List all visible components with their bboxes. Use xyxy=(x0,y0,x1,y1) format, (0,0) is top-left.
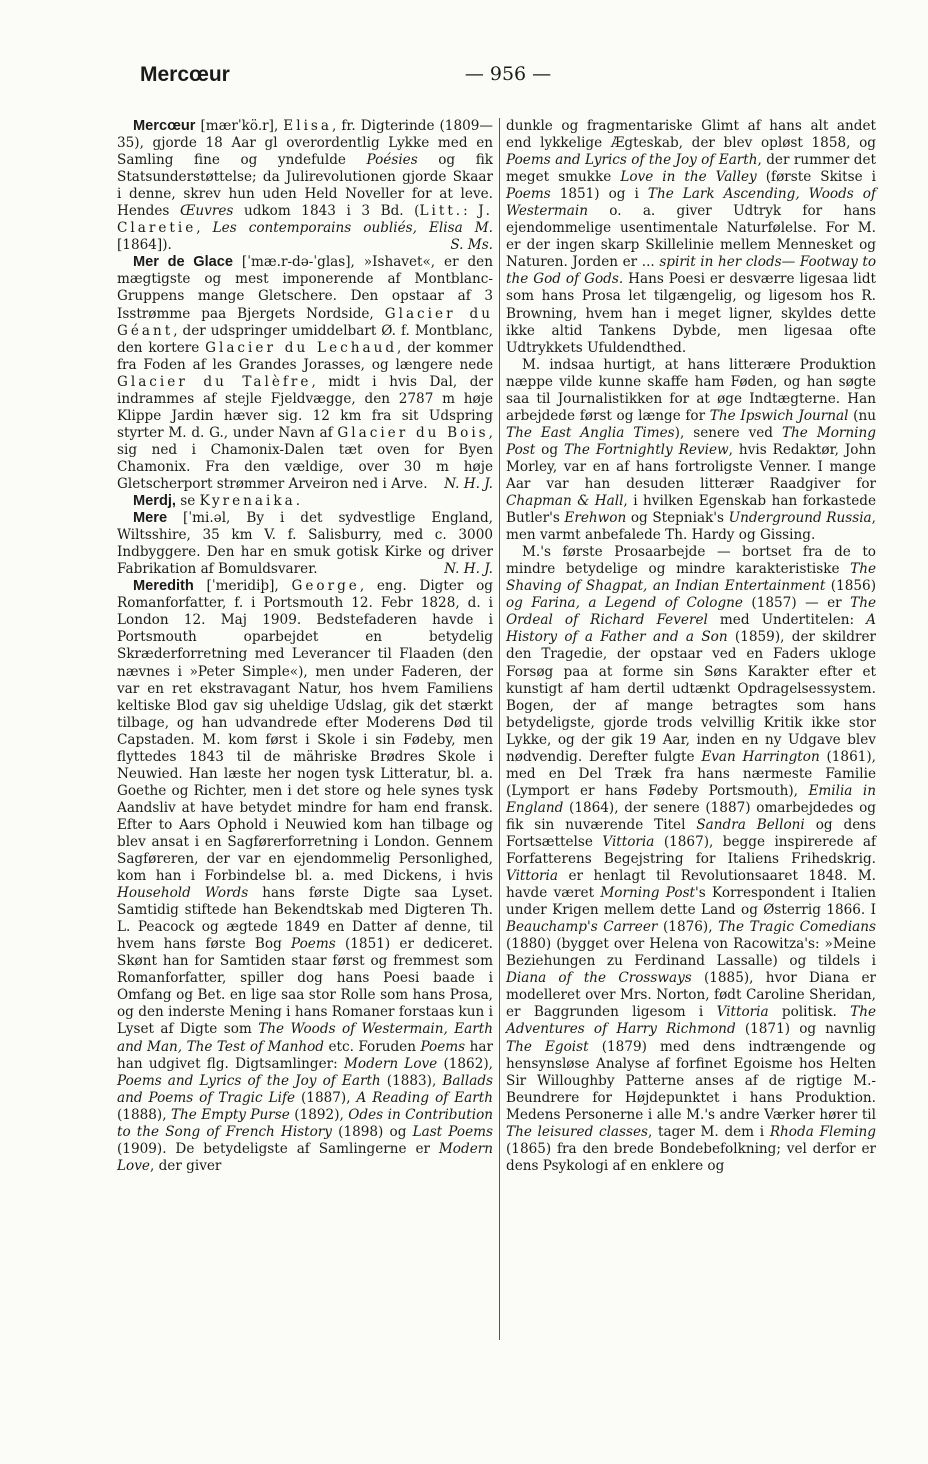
entry-text: 's Korrespondent i Italien under Krigen mellem dette Land og Østerrig 1866. I xyxy=(506,885,877,919)
entry-text: o. a. giver Udtryk for hans ejendommelige usentimentale Naturfølelse. For M. er der ingen skarp Skillelinie mellem Mennesket og Naturen. Jorden er ... xyxy=(506,203,876,271)
entry-text: , hvis Redaktør, John Morley, var en af hans fortroligste Venner. I mange Aar var han desuden litterær Raadgiver for xyxy=(506,441,876,492)
entry-text: og fik Statsunderstøttelse; da Julirevolutionen gjorde Skaar i denne, skrev hun uden Held Noveller for at leve. Hendes xyxy=(117,152,493,220)
work-title: Modern Love xyxy=(343,1055,438,1072)
work-title: A Reading of Earth xyxy=(356,1089,493,1106)
quotation: spirit in her clods— Footway to the God of Gods. xyxy=(506,254,876,288)
entry-text: og xyxy=(535,441,564,458)
entry-text: [mærˈkö.r], xyxy=(195,118,284,134)
entry-mercoeur xyxy=(117,118,493,254)
work-title: Modern Love xyxy=(117,1140,493,1174)
entry-text: er henlagt til Revolutionsaaret 1848. M. havde været xyxy=(506,868,876,902)
work-title: Evan Harrington xyxy=(701,748,820,765)
work-title: The Tragic Comedians xyxy=(718,919,876,936)
entry-text: , fr. Digterinde (1809—35), gjorde 18 Aar gl overordentlig Lykke med en Samling fine og yndefulde xyxy=(117,118,493,169)
entry-text: (1883), xyxy=(380,1072,443,1089)
work-title: The leisured classes xyxy=(506,1123,648,1140)
headword: Mere xyxy=(133,510,168,527)
work-title: Œuvres xyxy=(179,203,234,220)
entry-merdj xyxy=(117,493,493,510)
headword: Mer de Glace xyxy=(133,254,234,271)
cross-reference: Kyrenaika xyxy=(199,493,296,510)
right-column xyxy=(506,118,876,1175)
work-title: Poems and Lyrics of the Joy of Earth xyxy=(117,1072,381,1089)
work-title: Household Words xyxy=(117,885,249,902)
entry-text: politisk. xyxy=(768,1004,851,1021)
entry-text: (1865) fra den brede Bondebefolkning; vel derfor er dens Psykologi af en enklere og xyxy=(506,1140,876,1174)
entry-text: (1871) og navnlig xyxy=(735,1021,876,1038)
entry-text: M. indsaa hurtigt, at hans litterære Produktion næppe vilde kunne skaffe ham Føden, og han søgte saa til Journalistikken for at øge Indtægterne. Han arbejdede først og længe for xyxy=(506,356,876,424)
work-title: The Ordeal of Richard Feverel xyxy=(506,595,876,629)
glacier-name: Glacier du Talèfre xyxy=(117,373,312,390)
work-title: Vittoria xyxy=(716,1004,769,1021)
work-title: Les contemporains oubliés, Elisa M. xyxy=(212,220,493,237)
entry-text: , sig ned i Chamonix-Dalen tæt oven for Byen Chamonix. Fra den vældige, over 30 m høje Gletscherport strømmer Arveiron ned i Arve. xyxy=(117,424,493,492)
entry-name: George xyxy=(291,578,360,595)
entry-text: dunkle og fragmentariske Glimt af hans alt andet end lykkelige Ægteskab, der blev opløst 1858, og xyxy=(506,118,876,152)
entry-mer-de-glace xyxy=(117,254,493,493)
entry-text: udkom 1843 i 3 Bd. ( xyxy=(233,203,420,220)
left-column xyxy=(117,118,493,1175)
work-title: The Fortnightly Review xyxy=(564,441,729,458)
entry-text: ), senere ved xyxy=(674,424,782,441)
work-title: Vittoria xyxy=(506,868,558,885)
entry-name: Elisa xyxy=(283,118,332,134)
entry-text: (1880) (bygget over Helena von Racowitza's: »Meine Beziehungen zu Ferdinand Lassalle) og tildels i xyxy=(506,936,876,970)
author-signature: N. H. J. xyxy=(444,475,493,492)
work-title: Vittoria xyxy=(602,833,655,850)
entry-text: [ˈmi.ǝl, By i det sydvestlige England, Wiltsshire, 35 km V. f. Salisburry, med c. 3000 Indbyggere. Den har en smuk gotisk Kirke og driver Fabrikation af Bomuldsvarer. xyxy=(117,510,493,578)
work-title: Morning Post xyxy=(600,885,696,902)
entry-text: , men varmt anbefalede Th. Hardy og Gissing. xyxy=(506,510,876,544)
work-title: Poems xyxy=(420,1038,466,1055)
glacier-name: Glacier du Géant xyxy=(117,305,494,339)
author-signature: S. Ms. xyxy=(450,237,493,254)
work-title: Sandra Belloni xyxy=(696,816,805,833)
work-title: Erehwon xyxy=(564,510,627,527)
work-title: Underground Russia xyxy=(728,510,872,527)
entry-text: etc. Foruden xyxy=(323,1038,421,1055)
entry-text: (1887), xyxy=(295,1089,357,1106)
entry-text: har han udgivet flg. Digtsamlinger: xyxy=(117,1038,493,1072)
entry-text: . xyxy=(295,493,301,510)
page-number: — 956 — xyxy=(464,63,552,85)
entry-text: , tager M. dem i xyxy=(648,1123,770,1140)
running-head: Mercœur xyxy=(140,63,230,86)
entry-text: [ˈmæ.r-dǝ-ˈglas], »Ishavet«, er den mægtigste og mest imponerende af Montblanc-Gruppens mange Gletschere. Den opstaar af 3 Isstrømme paa Bjergets Nordside, xyxy=(117,254,493,322)
entry-text: , eng. Digter og Romanforfatter, f. i Portsmouth 12. Febr 1828, d. i London 12. Maj 1909. Bedstefaderen havde i Portsmouth oparbejdet en betydelig Skræderforretning med Leverancer til Flaaden (den nævnes i »Peter Simple«), men under Faderen, der var en ret ekstravagant Natur, hos hvem Familiens keltiske Blod gav sig uheldige Udslag, gik det stærkt tilbage, og han udvandrede efter Moderens Død til Capstaden. M. kom først i Skole i sin Fødeby, men flyttedes 1843 til de mähriske Brødres Skole i Neuwied. Han læste her nogen tysk Litteratur, bl. a. Goethe og Richter, men i det store og hele synes tysk Aandsliv at have betydet mindre for ham end fransk. Efter to Aars Ophold i Neuwied kom han tilbage og blev ansat i en Sagførerforretning i London. Gennem Sagføreren, der var en ejendommelig Personlighed, kom han i Forbindelse bl. a. med Dickens, i hvis xyxy=(117,578,494,885)
literature-label: Litt. xyxy=(419,203,464,220)
entry-text: (1876), xyxy=(657,919,719,936)
column-divider xyxy=(499,118,500,1340)
entry-text: , der kommer fra Foden af les Grandes Jorasses, og længere nede xyxy=(117,339,493,373)
entry-text: (1867), begge inspirerede af Forfatterens Begejstring for Italiens Frihedskrig. xyxy=(506,833,876,868)
entry-text: og dens Fortsættelse xyxy=(506,816,876,850)
work-title: Odes in Contribution to the Song of French History xyxy=(117,1106,494,1140)
work-title: The Morning Post xyxy=(506,424,876,458)
glacier-name: Glacier du Lechaud xyxy=(205,339,398,356)
entry-text: (1862), xyxy=(437,1055,493,1072)
meredith-paragraph-journalism xyxy=(506,357,876,545)
entry-text: (1898) og xyxy=(331,1123,413,1140)
entry-text: Hans Poesi er desværre ligesaa lidt som hans Prosa let tilgængelig, og ligesom hos R. Browning, hvem han i meget ligner, skyldes dette ikke altid Tankens Dybde, men ligesaa ofte Udtrykkets Ufuldendthed. xyxy=(506,271,877,356)
entry-text: , midt i hvis Dal, der indrammes af stejle Fjeldvægge, den 2787 m høje Klippe Jardin hæver sig. 12 km fra sit Udspring styrter M. d. G., under Navn af xyxy=(117,373,493,441)
work-title: The Lark Ascending, Woods of Westermain xyxy=(506,186,876,220)
meredith-paragraph-prose xyxy=(506,544,876,1175)
glacier-name: Glacier du Bois xyxy=(337,424,489,441)
work-title: The Empty Purse xyxy=(170,1106,290,1123)
entry-text: [1864]). xyxy=(117,237,172,254)
entry-text: (1857) — er xyxy=(742,595,851,612)
work-title: A History of a Father and a Son xyxy=(506,612,876,646)
entry-text: (1892), xyxy=(289,1106,349,1123)
page-header xyxy=(140,63,876,93)
work-title: Diana of the Crossways xyxy=(506,970,692,987)
work-title: Emilia in England xyxy=(506,782,876,816)
work-title: The Woods of Westermain, Earth and Man, The Test of Manhod xyxy=(117,1021,493,1055)
entry-text: (1888), xyxy=(117,1106,171,1123)
entry-text: (nu xyxy=(848,407,876,424)
entry-text: se xyxy=(175,493,200,510)
entry-text: (1909). De betydeligste af Samlingerne er xyxy=(117,1140,439,1157)
work-title: Chapman & Hall xyxy=(506,493,624,510)
work-title: Beauchamp's Carreer xyxy=(506,919,658,936)
work-title: The Shaving of Shagpat, an Indian Entertainment xyxy=(506,561,876,595)
entry-text: : xyxy=(463,203,479,220)
entry-meredith-continued xyxy=(506,118,876,357)
entry-text: (1861), med en Del Træk fra hans nærmeste Familie (Lymport er hans Fødeby Portsmouth), xyxy=(506,748,876,799)
headword: Meredith xyxy=(133,578,194,595)
entry-text: (1856) xyxy=(825,578,876,595)
work-title: The Egoist xyxy=(506,1038,589,1055)
work-title: Ballads and Poems of Tragic Life xyxy=(117,1072,493,1106)
work-title: Poems and Lyrics of the Joy of Earth xyxy=(506,152,758,169)
author-name: J. Claretie xyxy=(117,203,493,237)
entry-text: , der rummer det meget smukke xyxy=(506,152,876,186)
work-title: Love in the Valley xyxy=(620,169,757,186)
work-title: Last Poems xyxy=(412,1123,493,1140)
entry-text: 1851) og i xyxy=(550,186,648,203)
work-title: Poésies xyxy=(366,152,418,169)
entry-text: , xyxy=(196,220,213,237)
entry-text: , i hvilken Egenskab han forkastede Butler's xyxy=(506,493,876,527)
entry-text: (1885), hvor Diana er modelleret over Mrs. Norton, født Caroline Sheridan, er Baggrunden ligesom i xyxy=(506,970,876,1021)
entry-text: (første Skitse i xyxy=(756,169,876,186)
entry-text: [ˈmeridiþ], xyxy=(193,578,292,595)
work-title: Poems xyxy=(291,936,336,953)
entry-mere xyxy=(117,510,493,578)
entry-text: (1879) med dens indtrængende og hensynsløse Analyse af forfinet Egoisme hos Helten Sir Willoughby Patterne anses af de rigtige M.-Beundrere for Højdepunktet i hans Produktion. Medens Personerne i alle M.'s andre Værker hører til xyxy=(506,1038,876,1123)
entry-text: M.'s første Prosaarbejde — bortset fra de to mindre betydelige og mindre karakteristiske xyxy=(506,544,876,578)
entry-meredith xyxy=(117,578,493,1175)
work-title: The Ipswich Journal xyxy=(709,407,849,424)
work-title: og Farina, a Legend of Cologne xyxy=(506,595,743,612)
entry-text: (1851) er dediceret. Skønt han for Samtiden staar først og fremmest som Romanforfatter, spiller dog hans Poesi baade i Omfang og Bet. en lige saa stor Rolle som hans Prosa, og den inderste Mening i hans Romaner forstaas kun i Lyset af Digte som xyxy=(117,936,493,1038)
entry-text: (1864), der senere (1887) omarbejdedes og fik sin nuværende Titel xyxy=(506,799,876,833)
entry-text: , der giver xyxy=(149,1157,222,1174)
work-title: The Adventures of Harry Richmond xyxy=(506,1004,876,1038)
entry-text: , der udspringer umiddelbart Ø. f. Montblanc, den kortere xyxy=(117,322,493,356)
work-title: Rhoda Fleming xyxy=(769,1123,877,1140)
headword: Merdj, xyxy=(133,493,176,510)
headword: Mercœur xyxy=(133,118,196,134)
entry-text: hans første Digte saa Lyset. Samtidig stiftede han Bekendtskab med Digteren Th. L. Peacock og ægtede 1849 en Datter af denne, til hvem hans første Bog xyxy=(117,885,493,953)
author-signature: N. H. J. xyxy=(444,561,493,578)
work-title: Poems xyxy=(506,186,551,203)
entry-text: med Undertitelen: xyxy=(707,612,867,629)
entry-text: (1859), der skildrer den Tragedie, der opstaar ved en Faders ukloge Forsøg paa at forme sin Søns Karakter efter et kunstigt af ham dertil udtænkt Opdragelsessystem. Bogen, der af mange betragtes som hans betydeligste, gjorde trods velvillig Kritik ikke stor Lykke, og der gik 19 Aar, inden en ny Udgave blev nødvendig. Derefter fulgte xyxy=(506,629,876,765)
entry-text: og Stepniak's xyxy=(626,510,729,527)
work-title: The East Anglia Times xyxy=(506,424,675,441)
